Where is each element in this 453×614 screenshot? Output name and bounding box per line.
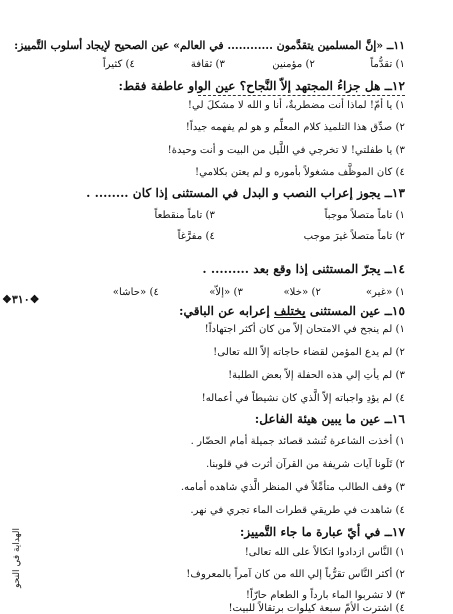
book-title-side: الهداية في النحو — [12, 528, 22, 588]
q15-option-3: ٣) لم يأتِ إلي هذه الحفلة إلاّ بعض الطلبة! — [228, 370, 405, 381]
q13-option-3: ٣) تاماً منقطعاً — [154, 210, 215, 221]
q12-option-4: ٤) كان الموظَّف مشغولاً بأموره و لم يعتن بكلامي! — [195, 167, 405, 178]
q17-option-1: ١) النَّاس ازدادوا اتكالاً على الله تعالى! — [244, 547, 405, 558]
page-number: ❖٣١٠❖ — [2, 293, 40, 306]
q14-option-4: ٤) «حاشا» — [112, 287, 159, 298]
q13-prompt: ١٣ــ يجوز إعراب النصب و البدل في المستثنى إذا كان ........ . — [86, 186, 405, 200]
q15-prompt-start: ١٥ــ عين المستثنى — [305, 304, 405, 318]
q16-option-1: ١) أخذت الشاعرة تُنشد قصائد جميلة أمام الحضّار . — [190, 436, 405, 447]
q11-option-1: ١) تقدُّماً — [370, 59, 405, 70]
q13-option-2: ٢) تاماً متصلاً غيرَ موجب — [303, 231, 405, 242]
q16-prompt: ١٦ــ عين ما يبين هيئة الفاعل: — [254, 412, 405, 426]
q17-option-2: ٢) أكثر النَّاس تقرُّباً إلي الله من كان آمراً بالمعروف! — [186, 569, 405, 580]
q17-prompt: ١٧ــ في أيّ عبارة ما جاء التَّمييز: — [239, 525, 405, 539]
q11-option-3: ٣) ثقافة — [190, 59, 225, 70]
q16-option-3: ٣) وقف الطالب متأمِّلاً في المنظر الَّذي شاهده أمامه. — [180, 482, 405, 493]
q12-prompt: ١٢ــ هل جزاءُ المجتهد إلاّ النَّجاح؟ عين الواو عاطفة فقط: — [118, 79, 405, 93]
q15-option-4: ٤) لم يؤدِ واجباته إلاّ الَّذي كان نشيطاً في أعماله! — [201, 393, 405, 404]
q11-prompt: ١١ــ «إنَّ المسلمين يتقدَّمون ............ في العالم» عين الصحيح لإيجاد أسلوب التَّمييز: — [14, 39, 405, 52]
q14-option-3: ٣) «إلاّ» — [209, 287, 243, 298]
q14-prompt: ١٤ــ يجرّ المستثنى إذا وقع بعد ......... . — [202, 262, 405, 276]
q12-option-2: ٢) صدِّق هذا التلميذ كلام المعلِّم و هو لم يفهمه جيداً! — [185, 122, 405, 133]
q12-prompt-underline — [198, 95, 405, 96]
q11-option-4: ٤) كثيراً — [102, 59, 135, 70]
q14-option-1: ١) «غير» — [365, 287, 405, 298]
q14-option-2: ٢) «خلا» — [283, 287, 321, 298]
q13-option-1: ١) تاماً متصلاً موجباً — [324, 210, 405, 221]
q16-option-2: ٢) تَلَونا آيات شريفة من القرآن أثرت في قلوبنا. — [206, 459, 405, 470]
q15-option-2: ٢) لم يدع المؤمن لقضاء حاجاته إلاّ الله تعالى! — [213, 347, 405, 358]
q17-option-4: ٤) اشترت الأمّ سبعة كيلوات برتقالاً للبيت! — [228, 603, 405, 614]
q15-prompt — [179, 305, 405, 317]
q16-option-4: ٤) شاهدت في طريقي قطرات الماء تجري في نهر. — [190, 505, 405, 516]
q13-option-4: ٤) مفرَّغاً — [177, 231, 215, 242]
q11-option-2: ٢) مؤمنين — [272, 59, 315, 70]
q15-prompt-underlined-word: يختلف — [274, 304, 306, 318]
q15-option-1: ١) لم ينجح في الامتحان إلاّ من كان أكثر اجتهاداً! — [204, 324, 405, 335]
q17-option-3: ٣) لا تشربوا الماء بارداً و الطعام حارّاً! — [245, 590, 405, 601]
q15-prompt-end: إعرابه عن الباقي: — [179, 304, 274, 318]
q12-option-3: ٣) يا طفلتي! لا تخرجي في اللَّيل من البيت و أنت وحيدة! — [167, 145, 405, 156]
q12-option-1: ١) يا أمّ! لماذا أنت مضطربةٌ، أنا و الله لا مشكلَ لي! — [187, 100, 405, 111]
